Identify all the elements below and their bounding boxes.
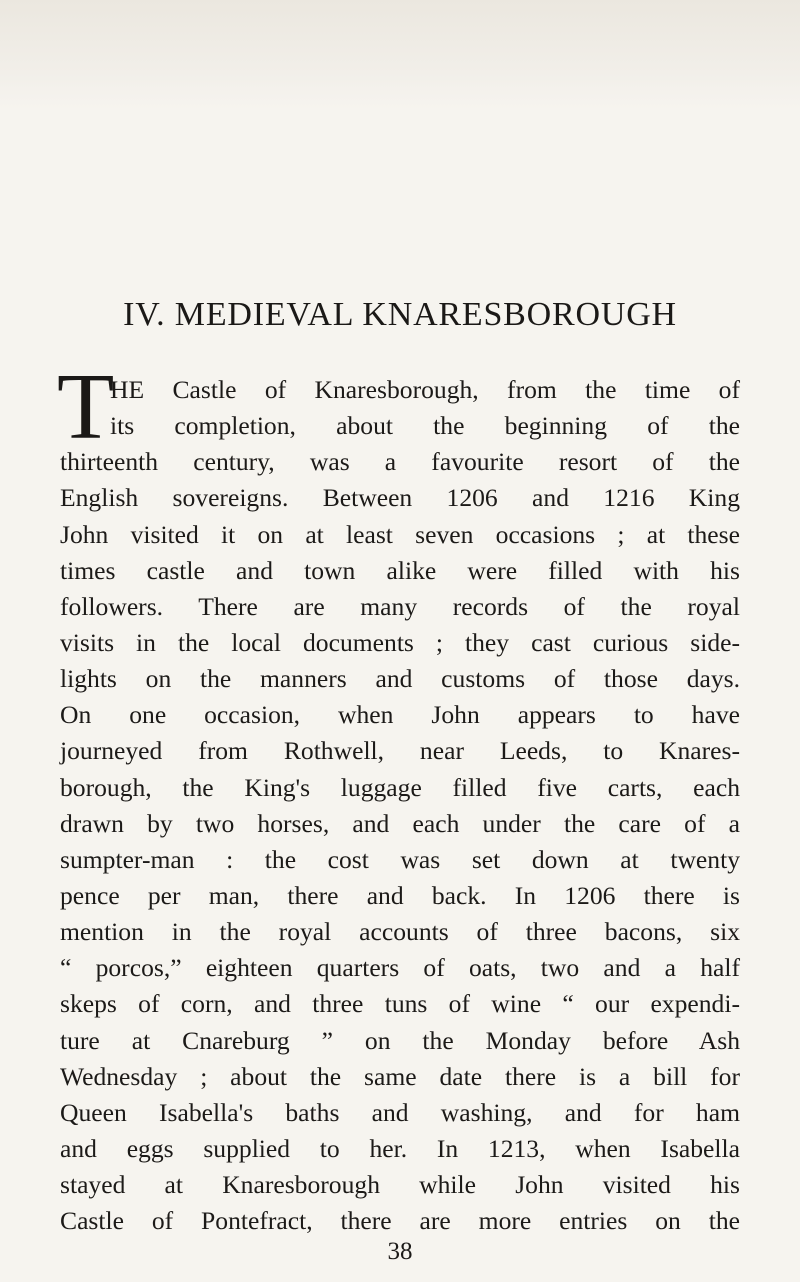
text-line: borough, the King's luggage filled five carts, each <box>60 772 740 802</box>
text-line: Queen Isabella's baths and washing, and for ham <box>60 1097 740 1127</box>
text-line: pence per man, there and back. In 1206 there is <box>60 880 740 910</box>
text-line: English sovereigns. Between 1206 and 1216 King <box>60 483 740 513</box>
text-line: its completion, about the beginning of the <box>110 411 740 441</box>
page-number: 38 <box>387 1238 413 1265</box>
text-line: On one occasion, when John appears to have <box>60 700 740 730</box>
text-line: stayed at Knaresborough while John visited his <box>60 1170 740 1200</box>
text-line: HE Castle of Knaresborough, from the time of <box>110 375 740 404</box>
drop-cap: T <box>57 355 115 459</box>
text-line: skeps of corn, and three tuns of wine “ our expendi- <box>60 989 740 1019</box>
text-line: drawn by two horses, and each under the care of a <box>60 808 740 838</box>
text-line: followers. There are many records of the royal <box>60 591 740 621</box>
text-line: “ porcos,” eighteen quarters of oats, two and a half <box>60 953 740 983</box>
text-line: and eggs supplied to her. In 1213, when Isabella <box>60 1133 740 1163</box>
text-line: Castle of Pontefract, there are more entries on the <box>60 1206 740 1236</box>
text-line: John visited it on at least seven occasions ; at these <box>60 519 740 549</box>
text-line: Wednesday ; about the same date there is a bill for <box>60 1061 740 1091</box>
text-line: ture at Cnareburg ” on the Monday before Ash <box>60 1025 740 1055</box>
text-line: mention in the royal accounts of three bacons, six <box>60 917 740 947</box>
text-line: thirteenth century, was a favourite resort of the <box>60 447 740 477</box>
top-edge-strip <box>0 0 800 110</box>
body-text <box>57 355 740 1239</box>
text-line: times castle and town alike were filled with his <box>60 555 740 585</box>
text-line: journeyed from Rothwell, near Leeds, to Knares- <box>60 736 740 766</box>
chapter-title: IV. MEDIEVAL KNARESBOROUGH <box>123 296 677 333</box>
text-line: sumpter-man : the cost was set down at twenty <box>60 844 740 874</box>
text-line: lights on the manners and customs of those days. <box>60 664 740 694</box>
text-line: visits in the local documents ; they cast curious side- <box>60 627 740 657</box>
